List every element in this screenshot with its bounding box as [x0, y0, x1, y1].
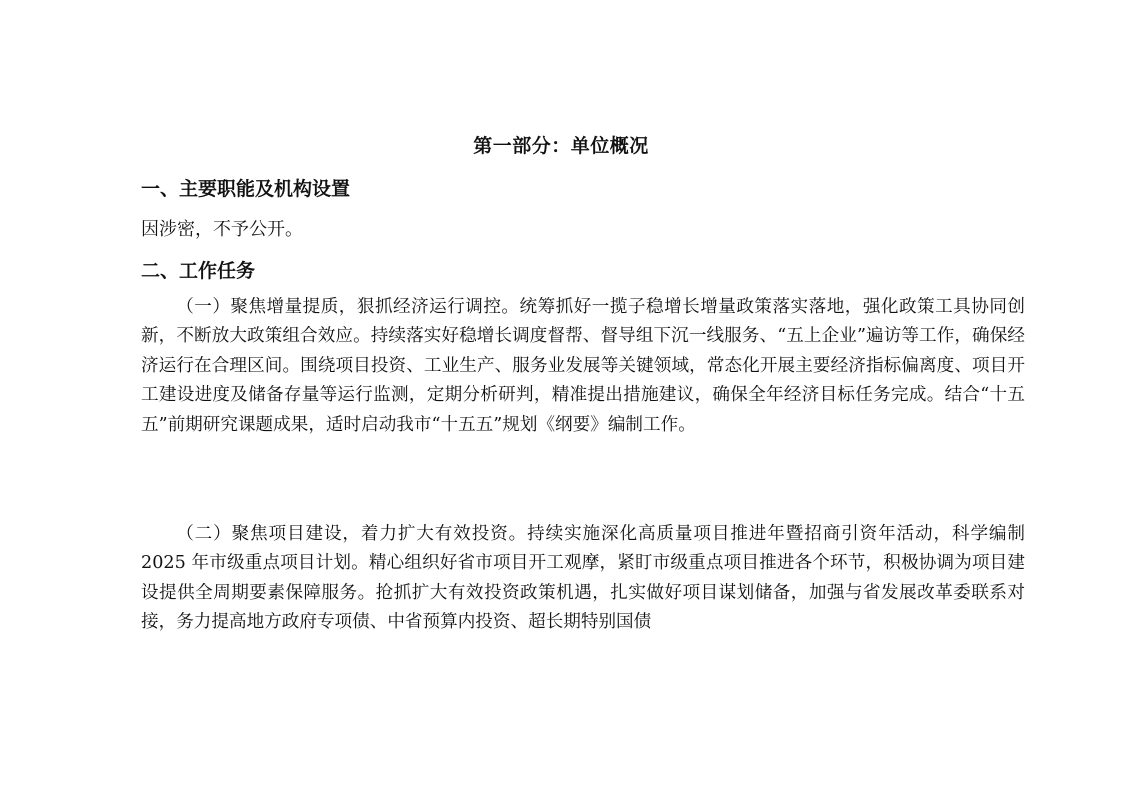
paragraph-task-2	[141, 520, 1025, 638]
section-heading-functions: 一、主要职能及机构设置	[141, 178, 351, 200]
section-heading-tasks: 二、工作任务	[141, 260, 256, 282]
paragraph-body: 持续实施深化高质量项目推进年暨招商引资年活动，科学编制 2025 年市级重点项目计划。精心组织好省市项目开工观摩，紧盯市级重点项目推进各个环节，积极协调为项目建设提供全周期要素保障服务。抢抓扩大有效投资政策机遇，扎实做好项目谋划储备，加强与省发展改革委联系对接，务力提高地方政府专项债、中省预算内投资、超长期特别国债	[141, 524, 1025, 633]
paragraph-lead: （一）聚焦增量提质，狠抓经济运行调控。	[176, 297, 520, 317]
paragraph-lead: （二）聚焦项目建设，着力扩大有效投资。	[176, 524, 528, 544]
page-title: 第一部分：单位概况	[473, 135, 649, 157]
section-body-functions: 因涉密，不予公开。	[141, 219, 303, 240]
paragraph-body: 统筹抓好一揽子稳增长增量政策落实落地，强化政策工具协同创新，不断放大政策组合效应。持续落实好稳增长调度督帮、督导组下沉一线服务、“五上企业”遍访等工作，确保经济运行在合理区间。围绕项目投资、工业生产、服务业发展等关键领域，常态化开展主要经济指标偏离度、项目开工建设进度及储备存量等运行监测，定期分析研判，精准提出措施建议，确保全年经济目标任务完成。结合“十五五”前期研究课题成果，适时启动我市“十五五”规划《纲要》编制工作。	[141, 297, 1025, 435]
paragraph-task-1	[141, 293, 1025, 440]
